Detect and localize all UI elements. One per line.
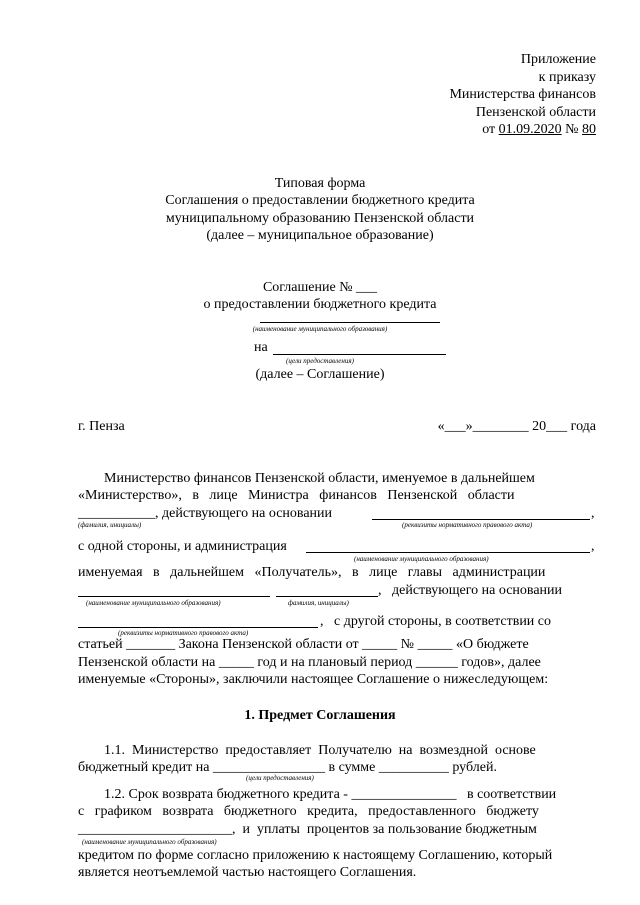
fio-caption-2: фамилия, инициалы): [288, 599, 349, 607]
approval-line-5: [482, 123, 596, 137]
rekv-blank-1: [372, 519, 590, 520]
form-title-line-1: Типовая форма: [274, 176, 366, 191]
clause-1-2-line-4: кредитом по форме согласно приложению к настоящему Соглашению, который: [78, 848, 553, 863]
preamble-line-10: именуемые «Стороны», заключили настоящее Соглашение о нижеследующем:: [78, 672, 549, 687]
preamble-line-6: , действующего на основании: [378, 583, 563, 598]
clause-1-2-line-1: 1.2. Срок возврата бюджетного кредита - _______________ в соответствии: [104, 787, 557, 802]
goal-caption: (цели предоставления): [286, 357, 354, 365]
approval-number: 80: [582, 122, 596, 137]
preamble-line-4-end: ,: [591, 539, 595, 554]
clause-1-2-line-2: с графиком возврата бюджетного кредита, предоставленного бюджету: [78, 804, 539, 819]
fio-blank-2: [276, 596, 378, 597]
form-title-line-3: муниципальному образованию Пензенской области: [165, 211, 475, 226]
preamble-line-5: именуемая в дальнейшем «Получатель», в лице главы администрации: [78, 565, 546, 580]
fio-caption-1: (фамилия, инициалы): [78, 521, 142, 529]
clause-1-1-line-1: 1.1. Министерство предоставляет Получателю на возмездной основе: [104, 743, 536, 758]
approval-number-sign: №: [565, 122, 579, 137]
approval-date: 01.09.2020: [498, 122, 562, 137]
section-1-heading: 1. Предмет Соглашения: [244, 708, 396, 723]
preamble-line-4: с одной стороны, и администрация: [78, 539, 287, 554]
agreement-title-line-3: (далее – Соглашение): [255, 367, 385, 382]
approval-line-3: Министерства финансов: [449, 87, 596, 102]
clause-1-2-line-3: ______________________, и уплаты процентов за пользование бюджетным: [78, 822, 537, 837]
preamble-line-1: Министерство финансов Пензенской области, именуемое в дальнейшем: [104, 471, 535, 486]
mo-caption-1: (наименование муниципального образования): [354, 555, 489, 563]
preamble-line-3: ___________, действующего на основании: [78, 506, 333, 521]
na-prefix: на: [254, 340, 268, 355]
rekv-blank-2: [78, 627, 318, 628]
mo-caption-3: (наименование муниципального образования): [82, 838, 217, 846]
agreement-title-line-2: о предоставлении бюджетного кредита: [203, 297, 437, 312]
clause-1-1-line-2: бюджетный кредит на ________________ в сумме __________ рублей.: [78, 760, 497, 775]
approval-line-2: к приказу: [538, 70, 596, 85]
preamble-line-9: Пензенской области на _____ год и на плановый период ______ годов», далее: [78, 655, 541, 670]
preamble-line-7: , с другой стороны, в соответствии со: [320, 614, 552, 629]
form-title-line-2: Соглашения о предоставлении бюджетного кредита: [165, 193, 475, 208]
goal-caption-2: (цели предоставления): [246, 774, 314, 782]
goal-blank: [273, 354, 446, 355]
preamble-line-3-end: ,: [591, 506, 595, 521]
agreement-title-line-1: Соглашение № ___: [262, 280, 378, 295]
approval-prefix: от: [482, 122, 496, 137]
clause-1-2-line-5: является неотъемлемой частью настоящего Соглашения.: [78, 865, 417, 880]
mo-name-blank: [260, 322, 440, 323]
rekv-caption-1: (реквизиты нормативного правового акта): [402, 521, 533, 529]
city: г. Пенза: [78, 419, 125, 434]
approval-line-1: Приложение: [520, 52, 596, 67]
mo-blank-2: [78, 596, 270, 597]
preamble-line-8: статьей _______ Закона Пензенской области от _____ № _____ «О бюджете: [78, 637, 529, 652]
preamble-line-2: «Министерство», в лице Министра финансов Пензенской области: [78, 488, 515, 503]
form-title-line-4: (далее – муниципальное образование): [206, 228, 434, 243]
mo-caption-2: (наименование муниципального образования): [86, 599, 221, 607]
rekv-caption-2: (реквизиты нормативного правового акта): [118, 629, 249, 637]
mo-blank-1: [306, 552, 590, 553]
agreement-date: «___»________ 20___ года: [437, 419, 596, 434]
approval-line-4: Пензенской области: [475, 105, 596, 120]
mo-name-caption: (наименование муниципального образования): [252, 325, 388, 333]
